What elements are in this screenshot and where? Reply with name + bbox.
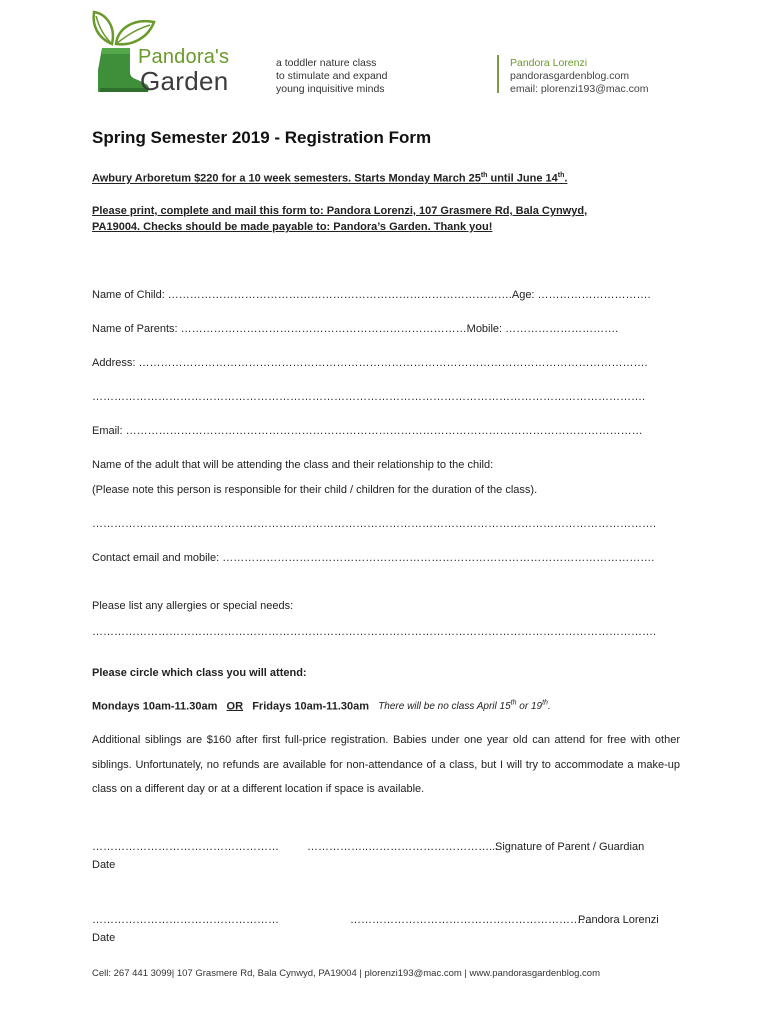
signature-label-parent: Signature of Parent / Guardian — [495, 841, 645, 853]
date-label-2: Date — [92, 932, 116, 944]
class-option-monday[interactable]: Mondays 10am-11.30am — [92, 700, 218, 713]
date-field-2[interactable]: …………………………………………… — [92, 914, 279, 926]
address-field[interactable]: Address: …………………………………………………………………………………………………………………………. — [92, 357, 648, 369]
contact-name: Pandora Lorenzi — [510, 57, 588, 69]
siblings-paragraph: Additional siblings are $160 after first full-price registration. Babies under one year old can attend for free with other siblings. Unfortunately, no refunds are available for non-attendance of a class, but I will try to accommodate a make-up class on a different day or at a different location if space is available. — [92, 734, 680, 795]
allergies-label: Please list any allergies or special needs: — [92, 600, 294, 612]
mail-instructions-line2: PA19004. Checks should be made payable to: Pandora’s Garden. Thank you! — [92, 221, 493, 233]
no-class-note-text: . — [547, 701, 551, 713]
semester-info-text: . — [564, 172, 568, 185]
adult-note: (Please note this person is responsible for their child / children for the duration of the class). — [92, 484, 538, 496]
tagline-line: young inquisitive minds — [276, 83, 385, 95]
page-title: Spring Semester 2019 - Registration Form — [92, 128, 432, 147]
date-label-1: Date — [92, 859, 116, 871]
tagline-line: to stimulate and expand — [276, 70, 388, 82]
adult-field[interactable]: ………………………………………………………………………………………………………………………………………. — [92, 518, 657, 530]
child-name-field[interactable]: Name of Child: ………………………………………………………………………………….Age: …………………………. — [92, 289, 651, 301]
date-field-1[interactable]: …………………………………………… — [92, 841, 279, 853]
class-options — [92, 700, 551, 712]
tagline — [276, 57, 388, 96]
ordinal-suffix: th — [542, 700, 548, 707]
class-prompt: Please circle which class you will attend: — [92, 667, 307, 679]
allergies-field[interactable]: ………………………………………………………………………………………………………………………………………. — [92, 626, 657, 638]
semester-info — [92, 172, 567, 185]
mail-instructions-line1: Please print, complete and mail this form to: Pandora Lorenzi, 107 Grasmere Rd, Bala Cynwyd, — [92, 205, 588, 217]
pandoras-garden-logo — [88, 8, 258, 100]
semester-info-text: until June 14 — [487, 172, 558, 185]
address-field-line2[interactable]: ……………………………………………………………………………………………………………………………………. — [92, 391, 646, 403]
footer-contact: Cell: 267 441 3099| 107 Grasmere Rd, Bala Cynwyd, PA19004 | plorenzi193@mac.com | www.pandorasgardenblog.com — [92, 968, 600, 979]
class-option-friday[interactable]: Fridays 10am-11.30am — [252, 700, 370, 713]
brand-name-line1: Pandora's — [138, 46, 230, 68]
tagline-line: a toddler nature class — [276, 57, 377, 69]
contact-email: email: plorenzi193@mac.com — [510, 83, 649, 95]
no-class-note — [378, 701, 551, 712]
ordinal-suffix: th — [510, 700, 517, 707]
ordinal-suffix: th — [557, 172, 565, 179]
signature-field-parent[interactable]: ……………..……………………………... — [307, 841, 499, 853]
contact-blog: pandorasgardenblog.com — [510, 70, 630, 82]
parents-name-field[interactable]: Name of Parents: ……………………………………………………………………Mobile: …………………………. — [92, 323, 619, 335]
adult-label: Name of the adult that will be attending the class and their relationship to the child: — [92, 459, 494, 471]
class-option-or: OR — [226, 700, 244, 713]
header-contact — [510, 57, 648, 96]
no-class-note-text: or 19 — [516, 701, 543, 713]
semester-info-text: Awbury Arboretum $220 for a 10 week semesters. Starts Monday March 25 — [92, 172, 481, 185]
signature-label-organizer: Pandora Lorenzi — [578, 914, 659, 926]
contact-field[interactable]: Contact email and mobile: ………………………………………………………………………………………………………. — [92, 552, 655, 564]
ordinal-suffix: th — [480, 172, 488, 179]
header-divider — [497, 55, 499, 93]
brand-name-line2: Garden — [140, 66, 229, 96]
signature-field-organizer[interactable]: ………………………………………………………… — [350, 914, 592, 926]
no-class-note-text: There will be no class April 15 — [378, 701, 511, 713]
email-field[interactable]: Email: …………………………………………………………………………………………………………………………… — [92, 425, 643, 437]
